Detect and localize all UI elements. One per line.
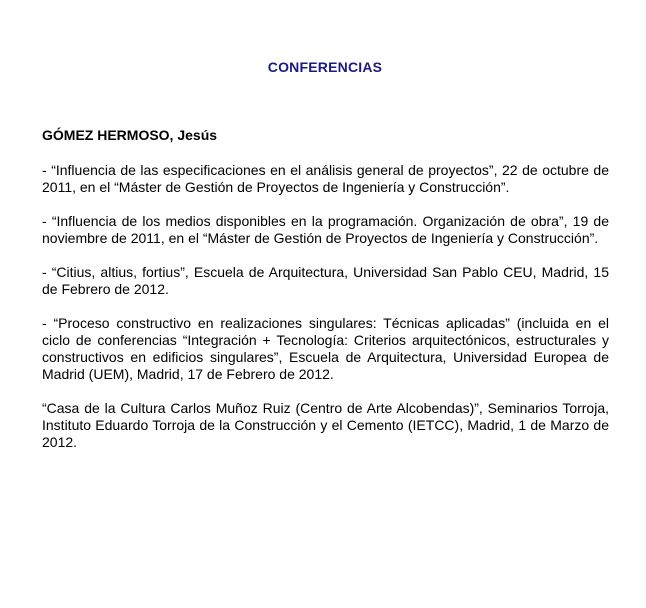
- author-name: GÓMEZ HERMOSO, Jesús: [42, 127, 218, 143]
- conference-entry: “Casa de la Cultura Carlos Muñoz Ruiz (Centro de Arte Alcobendas)”, Seminarios Torroja, Instituto Eduardo Torroja de la Construcción y el Cemento (IETCC), Madrid, 1 de Marzo de 2012.: [42, 400, 609, 450]
- conference-entry: - “Proceso constructivo en realizaciones singulares: Técnicas aplicadas” (incluida en el ciclo de conferencias “Integración + Tecnología: Criterios arquitectónicos, estructurales y constructivos en edificios singulares”, Escuela de Arquitectura, Universidad Europea de Madrid (UEM), Madrid, 17 de Febrero de 2012.: [42, 315, 609, 382]
- conference-entry: - “Citius, altius, fortius”, Escuela de Arquitectura, Universidad San Pablo CEU, Madrid, 15 de Febrero de 2012.: [42, 264, 609, 297]
- conference-entry: - “Influencia de las especificaciones en el análisis general de proyectos”, 22 de octubre de 2011, en el “Máster de Gestión de Proyectos de Ingeniería y Construcción”.: [42, 162, 609, 195]
- conference-list: [42, 162, 609, 468]
- conference-entry: - “Influencia de los medios disponibles en la programación. Organización de obra”, 19 de noviembre de 2011, en el “Máster de Gestión de Proyectos de Ingeniería y Construcción”.: [42, 213, 609, 246]
- page-title: CONFERENCIAS: [267, 59, 383, 75]
